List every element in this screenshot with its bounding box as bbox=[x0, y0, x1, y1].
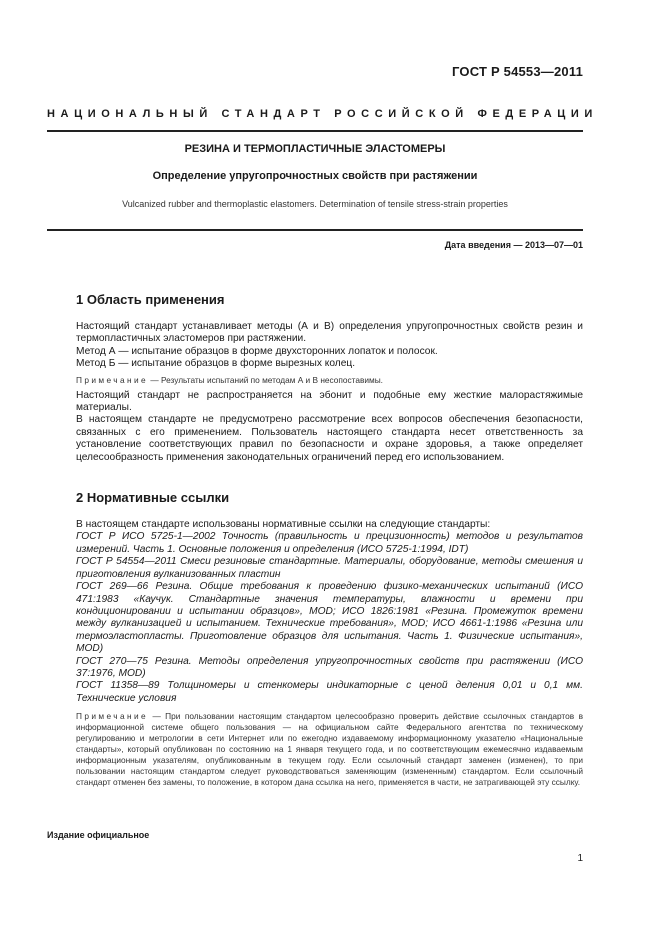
document-title: РЕЗИНА И ТЕРМОПЛАСТИЧНЫЕ ЭЛАСТОМЕРЫ bbox=[184, 143, 446, 155]
bottom-divider bbox=[47, 229, 583, 231]
standard-id: ГОСТ Р 54553—2011 bbox=[452, 64, 583, 79]
paragraph: Метод А — испытание образцов в форме двухсторонних лопаток и полосок. bbox=[76, 345, 438, 357]
note-text: — Результаты испытаний по методам А и В несопоставимы. bbox=[148, 374, 383, 385]
document-title-english: Vulcanized rubber and thermoplastic elastomers. Determination of tensile stress-strain properties bbox=[122, 199, 508, 209]
note-text: — При пользовании настоящим стандартом целесообразно проверить действие ссылочных стандартов в информационной системе общего пользования — на официальном сайте Федерального агентства по техническому регулированию и метрологии в сети Интернет или по ежегодно издаваемому информационному указателю «Национальные стандарты», который опубликован по состоянию на 1 января текущего года, и по соответствующим ежемесячно издаваемым информационным указателям, опубликованным в текущем году. Если ссылочный стандарт заменен (изменен), то при пользовании настоящим стандартом следует руководствоваться заменяющим (измененным) стандартом. Если ссылочный стандарт отменен без замены, то положение, в котором дана ссылка на него, применяется в части, не затрагивающей эту ссылку. bbox=[76, 711, 583, 788]
top-divider bbox=[47, 130, 583, 132]
introduction-date: Дата введения — 2013—07—01 bbox=[444, 240, 583, 250]
main-content bbox=[76, 292, 583, 792]
note bbox=[76, 375, 583, 386]
reference-item: ГОСТ Р 54554—2011 Смеси резиновые стандартные. Материалы, оборудование, методы смешения и приготовления вулканизованных пластин bbox=[76, 556, 583, 580]
section-heading-references: 2 Нормативные ссылки bbox=[76, 490, 230, 506]
page-number: 1 bbox=[577, 853, 583, 864]
note bbox=[76, 711, 583, 788]
paragraph: Метод Б — испытание образцов в форме вырезных колец. bbox=[76, 358, 356, 370]
edition-label: Издание официальное bbox=[47, 830, 150, 840]
paragraph: Настоящий стандарт устанавливает методы (А и В) определения упругопрочностных свойств резин и термопластичных эластомеров при растяжении. bbox=[76, 321, 583, 345]
note-label: Примечание bbox=[76, 374, 149, 385]
document-subtitle: Определение упругопрочностных свойств при растяжении bbox=[152, 170, 478, 182]
section-heading-scope: 1 Область применения bbox=[76, 292, 225, 307]
reference-item: ГОСТ 270—75 Резина. Методы определения упругопрочностных свойств при растяжении (ИСО 37:1976, MOD) bbox=[76, 655, 583, 679]
note-label: Примечание bbox=[76, 711, 149, 722]
national-standard-title: НАЦИОНАЛЬНЫЙ СТАНДАРТ РОССИЙСКОЙ ФЕДЕРАЦИИ bbox=[47, 108, 598, 120]
paragraph: Настоящий стандарт не распространяется на эбонит и подобные ему жесткие малорастяжимые материалы. bbox=[76, 389, 583, 414]
paragraph: В настоящем стандарте не предусмотрено рассмотрение всех вопросов обеспечения безопасности, связанных с его применением. Пользователь настоящего стандарта несет ответственность за установление соответствующих правил по безопасности и охране здоровья, а также определяет целесообразность применения законодательных ограничений перед его использованием. bbox=[76, 414, 583, 463]
reference-item: ГОСТ 11358—89 Толщиномеры и стенкомеры индикаторные с ценой деления 0,01 и 0,1 мм. Технические условия bbox=[76, 680, 583, 704]
reference-item: ГОСТ 269—66 Резина. Общие требования к проведению физико-механических испытаний (ИСО 471:1983 «Каучук. Стандартные значения температуры, влажности и времени при кондиционировании и испытании образцов», MOD; ИСО 1826:1981 «Резина. Промежуток времени между вулканизацией и испытанием. Технические требования», MOD; ИСО 4661-1:1986 «Резина или термоэластопласты. Приготовление образцов для испытания. Часть 1. Физические испытания», MOD) bbox=[76, 581, 583, 655]
reference-item: ГОСТ Р ИСО 5725-1—2002 Точность (правильность и прецизионность) методов и результатов измерений. Часть 1. Основные положения и определения (ИСО 5725-1:1994, IDT) bbox=[76, 531, 583, 555]
paragraph: В настоящем стандарте использованы нормативные ссылки на следующие стандарты: bbox=[76, 519, 491, 531]
